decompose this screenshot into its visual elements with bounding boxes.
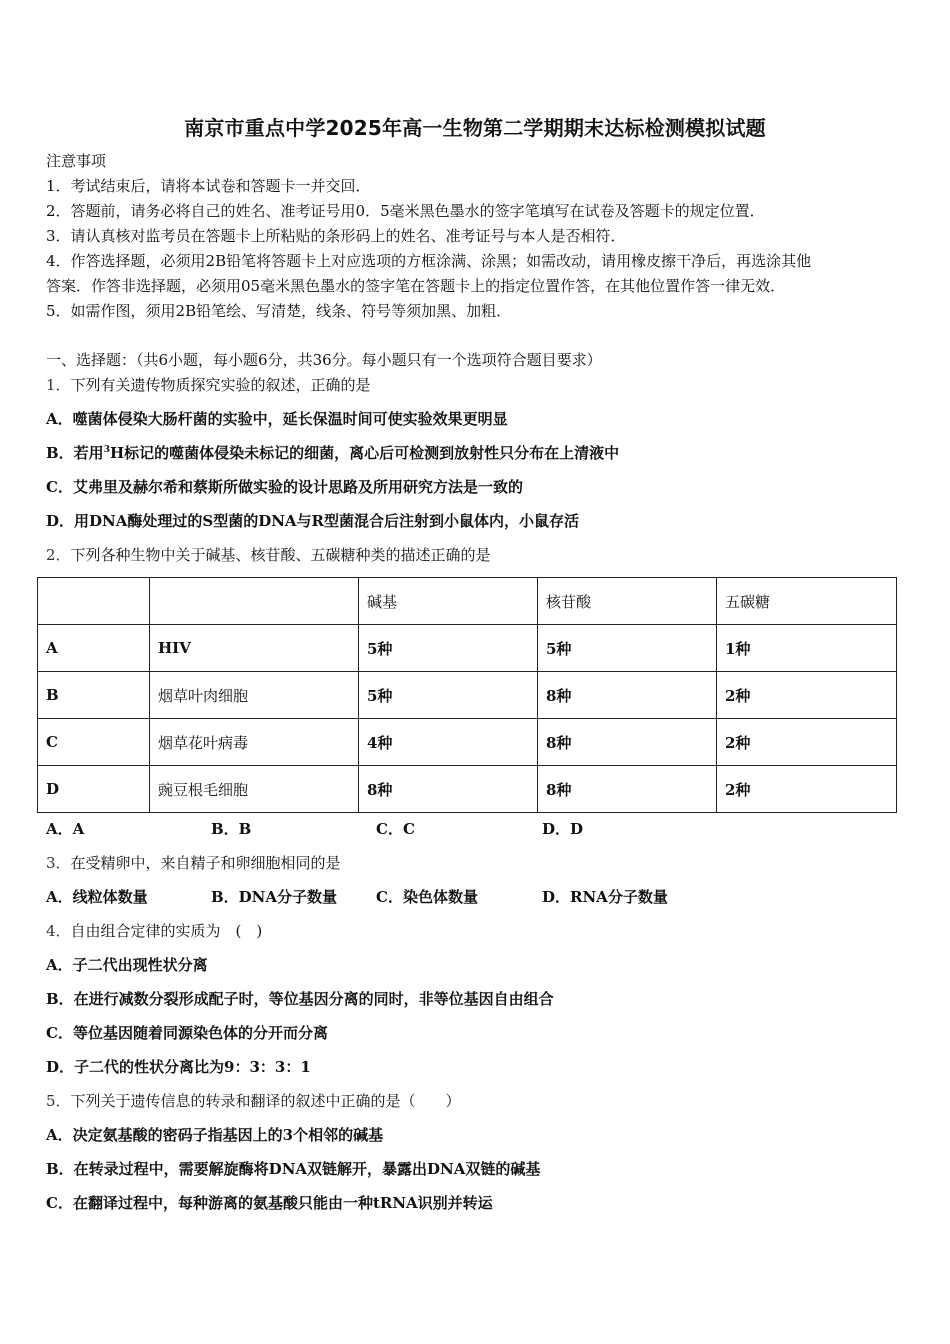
- q5-option-a: A．决定氨基酸的密码子指基因上的3个相邻的碱基: [46, 1126, 384, 1144]
- q2-option-c: C．C: [376, 820, 415, 838]
- q3-option-c: C．染色体数量: [376, 888, 478, 906]
- table-row: [38, 672, 897, 719]
- table-cell: 8种: [538, 766, 717, 813]
- question-4: [46, 921, 262, 941]
- isotope-superscript: 3: [103, 445, 110, 455]
- q5-option-c: C．在翻译过程中，每种游离的氨基酸只能由一种tRNA识别并转运: [46, 1194, 493, 1212]
- q1-option-b-text-cont: H标记的噬菌体侵染未标记的细菌，离心后可检测到放射性只分布在上清液中: [109, 444, 620, 462]
- table-cell: 2种: [717, 672, 897, 719]
- table-cell: 烟草花叶病毒: [150, 719, 359, 766]
- table-cell: 8种: [359, 766, 538, 813]
- table-cell: 8种: [538, 672, 717, 719]
- question-number: 4．: [46, 922, 71, 940]
- question-3: [46, 853, 341, 873]
- table-cell: 2种: [717, 766, 897, 813]
- q4-option-b: B．在进行减数分裂形成配子时，等位基因分离的同时，非等位基因自由组合: [46, 990, 554, 1008]
- question-stem: 在受精卵中，来自精子和卵细胞相同的是: [70, 854, 341, 872]
- bases-table: [37, 577, 897, 813]
- table-row: [38, 766, 897, 813]
- table-row: [38, 719, 897, 766]
- table-cell: 4种: [359, 719, 538, 766]
- table-cell: C: [38, 719, 150, 766]
- question-stem: 下列有关遗传物质探究实验的叙述，正确的是: [70, 376, 371, 394]
- table-cell: 5种: [359, 625, 538, 672]
- q1-option-b-text: B．若用: [46, 444, 104, 462]
- q2-option-a: A．A: [46, 820, 85, 838]
- table-header-cell: [150, 578, 359, 625]
- table-cell: 5种: [538, 625, 717, 672]
- note-item-2: 2．答题前，请务必将自己的姓名、准考证号用0．5毫米黑色墨水的签字笔填写在试卷及答题卡的规定位置．: [46, 202, 765, 220]
- table-cell: 5种: [359, 672, 538, 719]
- question-stem: 自由组合定律的实质为 ( ): [70, 922, 263, 940]
- question-number: 5．: [46, 1092, 71, 1110]
- exam-title: 南京市重点中学2025年高一生物第二学期期末达标检测模拟试题: [184, 116, 766, 140]
- note-item-3: 3．请认真核对监考员在答题卡上所粘贴的条形码上的姓名、准考证号与本人是否相符．: [46, 227, 626, 245]
- table-cell: B: [38, 672, 150, 719]
- question-number: 3．: [46, 854, 71, 872]
- note-item-4: 4．作答选择题，必须用2B铅笔将答题卡上对应选项的方框涂满、涂黑；如需改动，请用橡皮擦干净后，再选涂其他: [46, 252, 812, 270]
- table-cell: 豌豆根毛细胞: [150, 766, 359, 813]
- q1-option-c: C．艾弗里及赫尔希和蔡斯所做实验的设计思路及所用研究方法是一致的: [46, 478, 523, 496]
- q4-option-c: C．等位基因随着同源染色体的分开而分离: [46, 1024, 328, 1042]
- table-header-cell: [38, 578, 150, 625]
- section-heading: 一、选择题：（共6小题，每小题6分，共36分。每小题只有一个选项符合题目要求）: [46, 351, 602, 369]
- question-1: [46, 375, 371, 395]
- note-item-5: 5．如需作图，须用2B铅笔绘、写清楚，线条、符号等须加黑、加粗．: [46, 302, 512, 320]
- table-cell: 8种: [538, 719, 717, 766]
- note-item-1: 1．考试结束后，请将本试卷和答题卡一并交回．: [46, 177, 371, 195]
- q5-option-b: B．在转录过程中，需要解旋酶将DNA双链解开，暴露出DNA双链的碱基: [46, 1160, 541, 1178]
- table-row: [38, 625, 897, 672]
- table-cell: 烟草叶肉细胞: [150, 672, 359, 719]
- table-header-row: [38, 578, 897, 625]
- q1-option-a: A．噬菌体侵染大肠杆菌的实验中，延长保温时间可使实验效果更明显: [46, 410, 508, 428]
- table-cell: 2种: [717, 719, 897, 766]
- question-2: [46, 545, 491, 565]
- table-header-cell: 五碳糖: [717, 578, 897, 625]
- q3-option-a: A．线粒体数量: [46, 888, 148, 906]
- q2-option-b: B．B: [211, 820, 252, 838]
- q2-option-d: D．D: [542, 820, 584, 838]
- question-number: 2．: [46, 546, 71, 564]
- table-cell: D: [38, 766, 150, 813]
- question-number: 1．: [46, 376, 71, 394]
- q4-option-d: D．子二代的性状分离比为9：3：3：1: [46, 1058, 311, 1076]
- question-stem: 下列各种生物中关于碱基、核苷酸、五碳糖种类的描述正确的是: [70, 546, 491, 564]
- note-item-4-cont: 答案．作答非选择题，必须用05毫米黑色墨水的签字笔在答题卡上的指定位置作答，在其他位置作答一律无效．: [46, 277, 786, 295]
- q3-option-b: B．DNA分子数量: [211, 888, 338, 906]
- question-5: [46, 1091, 461, 1111]
- q1-option-b: [46, 443, 619, 463]
- table-cell: 1种: [717, 625, 897, 672]
- table-header-cell: 核苷酸: [538, 578, 717, 625]
- notes-heading: 注意事项: [46, 152, 107, 170]
- table-header-cell: 碱基: [359, 578, 538, 625]
- question-stem: 下列关于遗传信息的转录和翻译的叙述中正确的是（ ）: [70, 1092, 461, 1110]
- table-cell: HIV: [150, 625, 359, 672]
- table-cell: A: [38, 625, 150, 672]
- q4-option-a: A．子二代出现性状分离: [46, 956, 208, 974]
- q3-option-d: D．RNA分子数量: [542, 888, 668, 906]
- q1-option-d: D．用DNA酶处理过的S型菌的DNA与R型菌混合后注射到小鼠体内，小鼠存活: [46, 512, 580, 530]
